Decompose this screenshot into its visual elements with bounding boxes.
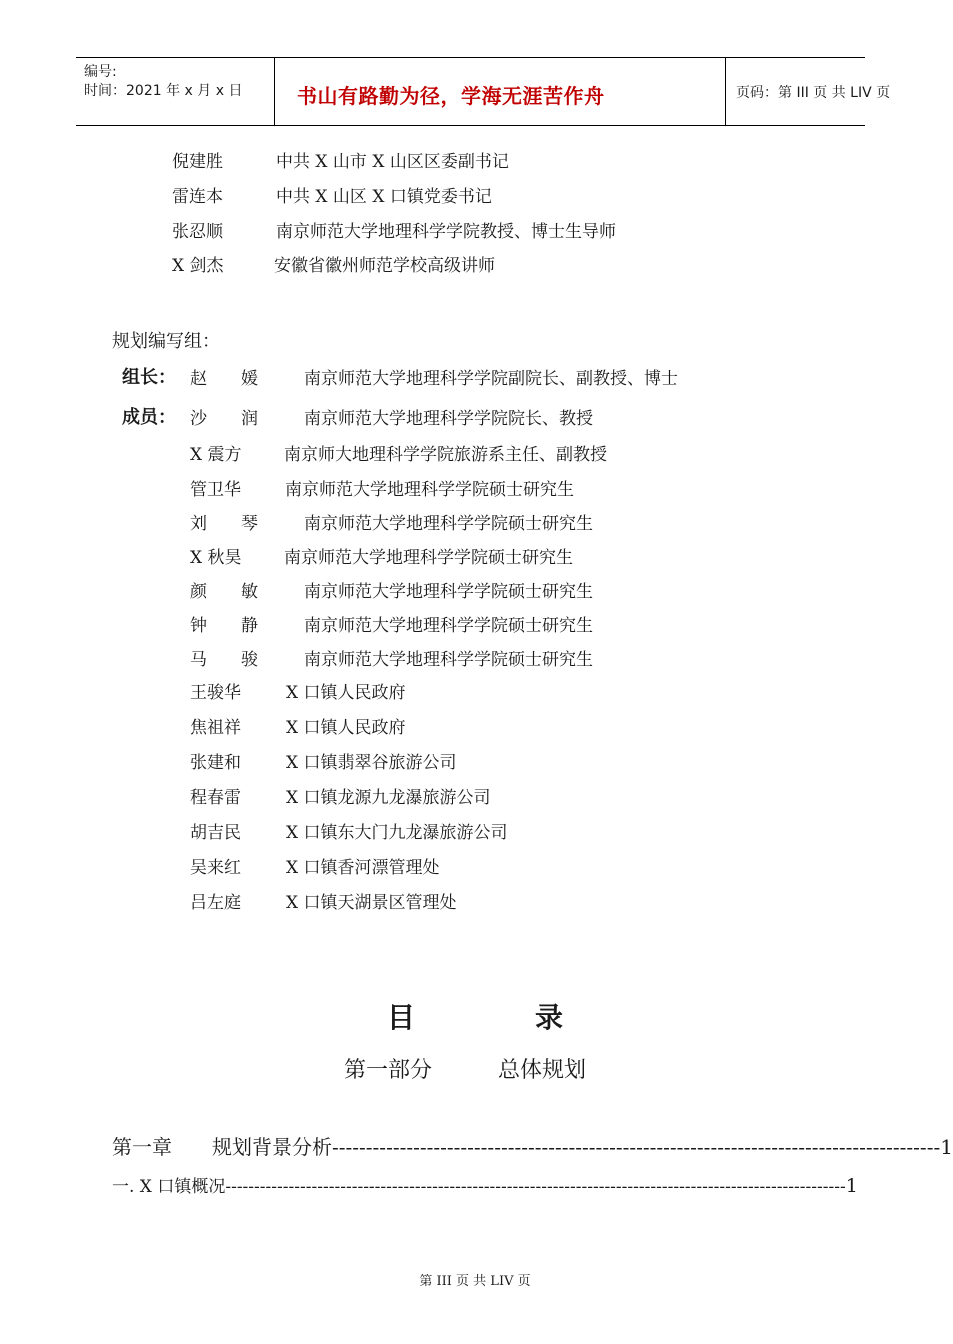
member-title: 南京师范大学地理科学学院院长、教授	[304, 409, 593, 429]
member-title: 南京师范大学地理科学学院硕士研究生	[285, 480, 574, 500]
member-title: X 口镇香河漂管理处	[286, 858, 440, 878]
member-name: 刘 琴	[190, 514, 258, 534]
member-name: X 震方	[190, 445, 242, 465]
member-role: 成员：	[122, 407, 176, 428]
member-title: 南京师范大学地理科学学院硕士研究生	[304, 650, 593, 670]
toc-entry[interactable]	[112, 1172, 858, 1197]
header-page-number: 页码：第 III 页 共 LIV 页	[736, 85, 891, 101]
page-footer: 第 III 页 共 LIV 页	[419, 1274, 531, 1289]
toc-part-title: 总体规划	[498, 1058, 587, 1083]
advisor-title: 中共 X 山区 X 口镇党委书记	[276, 187, 492, 207]
member-title: X 口镇人民政府	[286, 718, 406, 738]
member-title: 南京师范大学地理科学学院硕士研究生	[304, 582, 593, 602]
member-title: 南京师范大学地理科学学院硕士研究生	[304, 616, 593, 636]
leader-name: 赵 媛	[190, 369, 258, 389]
member-name: 程春雷	[190, 788, 241, 808]
time-label: 时间：2021 年 x 月 x 日	[84, 83, 243, 99]
leader-role: 组长：	[122, 367, 176, 388]
member-name: 吴来红	[190, 858, 241, 878]
toc-entry-page: 1	[845, 1175, 858, 1197]
advisor-name: 雷连本	[172, 187, 223, 207]
member-name: 钟 静	[190, 616, 258, 636]
member-title: 南京师大地理科学学院旅游系主任、副教授	[284, 445, 607, 465]
member-name: 马 骏	[190, 650, 258, 670]
advisor-name: 张忍顺	[172, 222, 223, 242]
member-name: 张建和	[190, 753, 241, 773]
member-name: 颜 敏	[190, 582, 258, 602]
leader-title: 南京师范大学地理科学学院副院长、副教授、博士	[304, 369, 678, 389]
toc-leader-dots: ------------------------------------------------------------------------------------------	[332, 1135, 941, 1159]
advisor-name: 倪建胜	[172, 152, 223, 172]
member-name: 管卫华	[190, 480, 241, 500]
toc-leader-dots: ------------------------------------------------------------------------------------------------------------	[225, 1177, 846, 1197]
member-title: X 口镇翡翠谷旅游公司	[286, 753, 457, 773]
member-name: 焦祖祥	[190, 718, 241, 738]
page-header	[76, 57, 891, 126]
header-meta-cell	[76, 58, 274, 125]
toc-entry-page: 1	[940, 1135, 953, 1159]
advisor-title: 中共 X 山市 X 山区区委副书记	[276, 152, 509, 172]
member-title: 南京师范大学地理科学学院硕士研究生	[304, 514, 593, 534]
number-label: 编号:	[84, 64, 117, 80]
toc-title: 目录	[386, 1001, 683, 1034]
toc-entry-label: 第一章 规划背景分析	[112, 1135, 332, 1159]
toc-entry-label: 一. X 口镇概况	[112, 1177, 226, 1197]
member-title: X 口镇天湖景区管理处	[286, 893, 457, 913]
toc-part-label: 第一部分	[344, 1058, 433, 1083]
advisor-name: X 剑杰	[172, 256, 224, 276]
member-name: 王骏华	[190, 683, 241, 703]
member-name: 胡吉民	[190, 823, 241, 843]
member-title: 南京师范大学地理科学学院硕士研究生	[284, 548, 573, 568]
member-name: X 秋昊	[190, 548, 242, 568]
header-motto-cell	[274, 58, 726, 125]
member-title: X 口镇人民政府	[286, 683, 406, 703]
toc-entry[interactable]	[112, 1131, 953, 1160]
header-page-cell	[726, 58, 891, 125]
member-name: 吕左庭	[190, 893, 241, 913]
advisor-title: 南京师范大学地理科学学院教授、博士生导师	[276, 222, 616, 242]
advisor-title: 安徽省徽州师范学校高级讲师	[274, 256, 495, 276]
member-title: X 口镇龙源九龙瀑旅游公司	[286, 788, 491, 808]
member-name: 沙 润	[190, 409, 258, 429]
group-heading: 规划编写组：	[112, 331, 220, 352]
motto-text: 书山有路勤为径，学海无涯苦作舟	[297, 84, 605, 108]
member-title: X 口镇东大门九龙瀑旅游公司	[286, 823, 508, 843]
